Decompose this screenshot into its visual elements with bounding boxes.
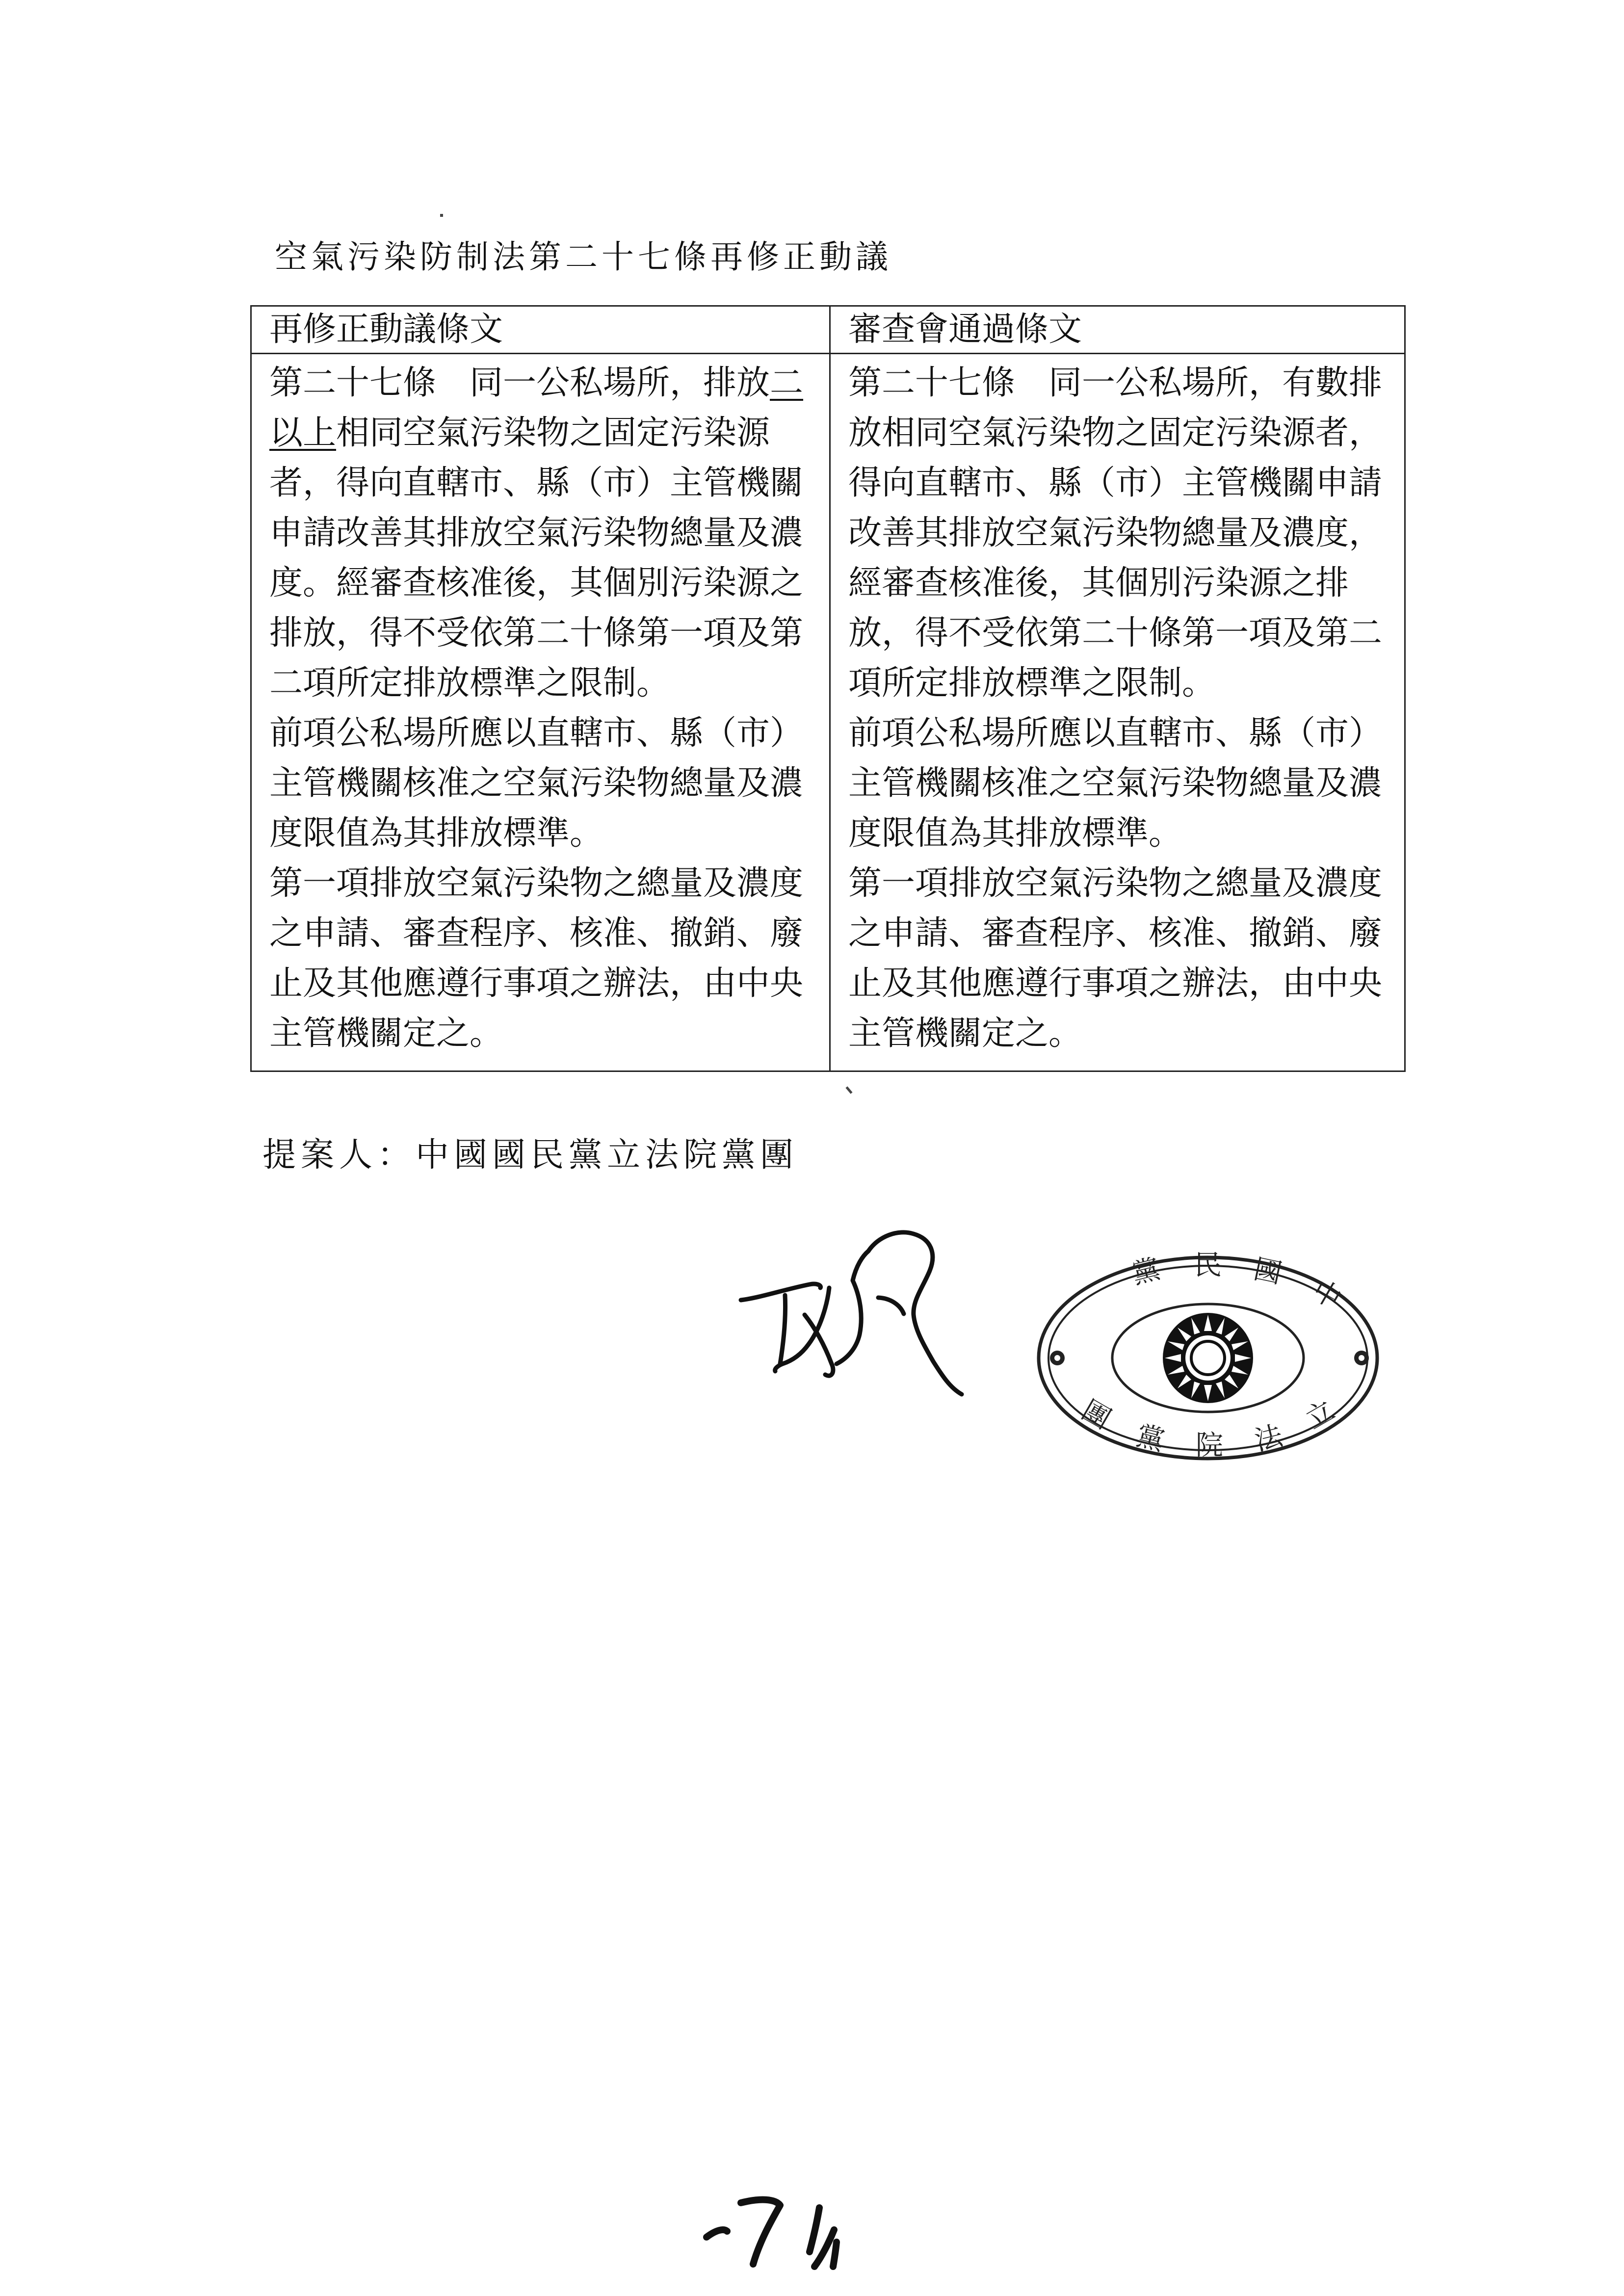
svg-text:黨: 黨: [1128, 1252, 1163, 1291]
sun-emblem: [1163, 1313, 1253, 1403]
party-seal: [1030, 1246, 1388, 1477]
handwritten-signature: [731, 1202, 1006, 1408]
document-title: 空氣污染防制法第二十七條再修正動議: [275, 238, 892, 276]
revised-motion-cell: [251, 354, 830, 1071]
scan-speck: [440, 214, 443, 217]
svg-text:團: 團: [1076, 1394, 1116, 1436]
revised-p1-prefix: 第二十七條 同一公私場所，排放: [269, 364, 770, 402]
approved-text-cell: [830, 354, 1405, 1071]
svg-text:院: 院: [1196, 1430, 1223, 1461]
revised-paragraph-1: [269, 358, 815, 708]
table-header-row: [251, 306, 1405, 354]
svg-text:黨: 黨: [1133, 1419, 1168, 1458]
approved-paragraph-1: 第二十七條 同一公私場所，有數排放相同空氣污染物之固定污染源者，得向直轄市、縣（市）主管機關申請改善其排放空氣污染物總量及濃度，經審查核准後，其個別污染源之排放，得不受依第二十條第一項及第二項所定排放標準之限制。: [848, 364, 1383, 703]
svg-text:國: 國: [1251, 1253, 1284, 1290]
comparison-table: [250, 305, 1406, 1072]
table-row: [251, 354, 1405, 1071]
proposer-line: 提案人：中國國民黨立法院黨團: [262, 1136, 799, 1174]
header-revised-motion: 再修正動議條文: [251, 306, 830, 354]
page-mark-handwritten: [697, 2183, 873, 2271]
svg-text:法: 法: [1251, 1419, 1286, 1458]
approved-paragraph-2: 前項公私場所應以直轄市、縣（市）主管機關核准之空氣污染物總量及濃度限值為其排放標準。: [848, 714, 1383, 853]
header-committee-approved: 審查會通過條文: [830, 306, 1405, 354]
svg-text:民: 民: [1194, 1250, 1222, 1281]
scan-speck: [845, 1086, 852, 1094]
revised-paragraph-3: 第一項排放空氣污染物之總量及濃度之申請、審查程序、核准、撤銷、廢止及其他應遵行事項之辦法，由中央主管機關定之。: [269, 864, 804, 1053]
approved-paragraph-3: 第一項排放空氣污染物之總量及濃度之申請、審查程序、核准、撤銷、廢止及其他應遵行事項之辦法，由中央主管機關定之。: [848, 864, 1383, 1053]
revised-p1-underlined: 二以上: [269, 364, 804, 452]
svg-text:立: 立: [1300, 1394, 1340, 1436]
revised-paragraph-2: 前項公私場所應以直轄市、縣（市）主管機關核准之空氣污染物總量及濃度限值為其排放標準。: [269, 714, 804, 853]
revised-p1-suffix: 相同空氣污染物之固定污染源者，得向直轄市、縣（市）主管機關申請改善其排放空氣污染物總量及濃度。經審查核准後，其個別污染源之排放，得不受依第二十條第一項及第二項所定排放標準之限制。: [269, 414, 804, 703]
svg-text:中: 中: [1307, 1274, 1347, 1316]
